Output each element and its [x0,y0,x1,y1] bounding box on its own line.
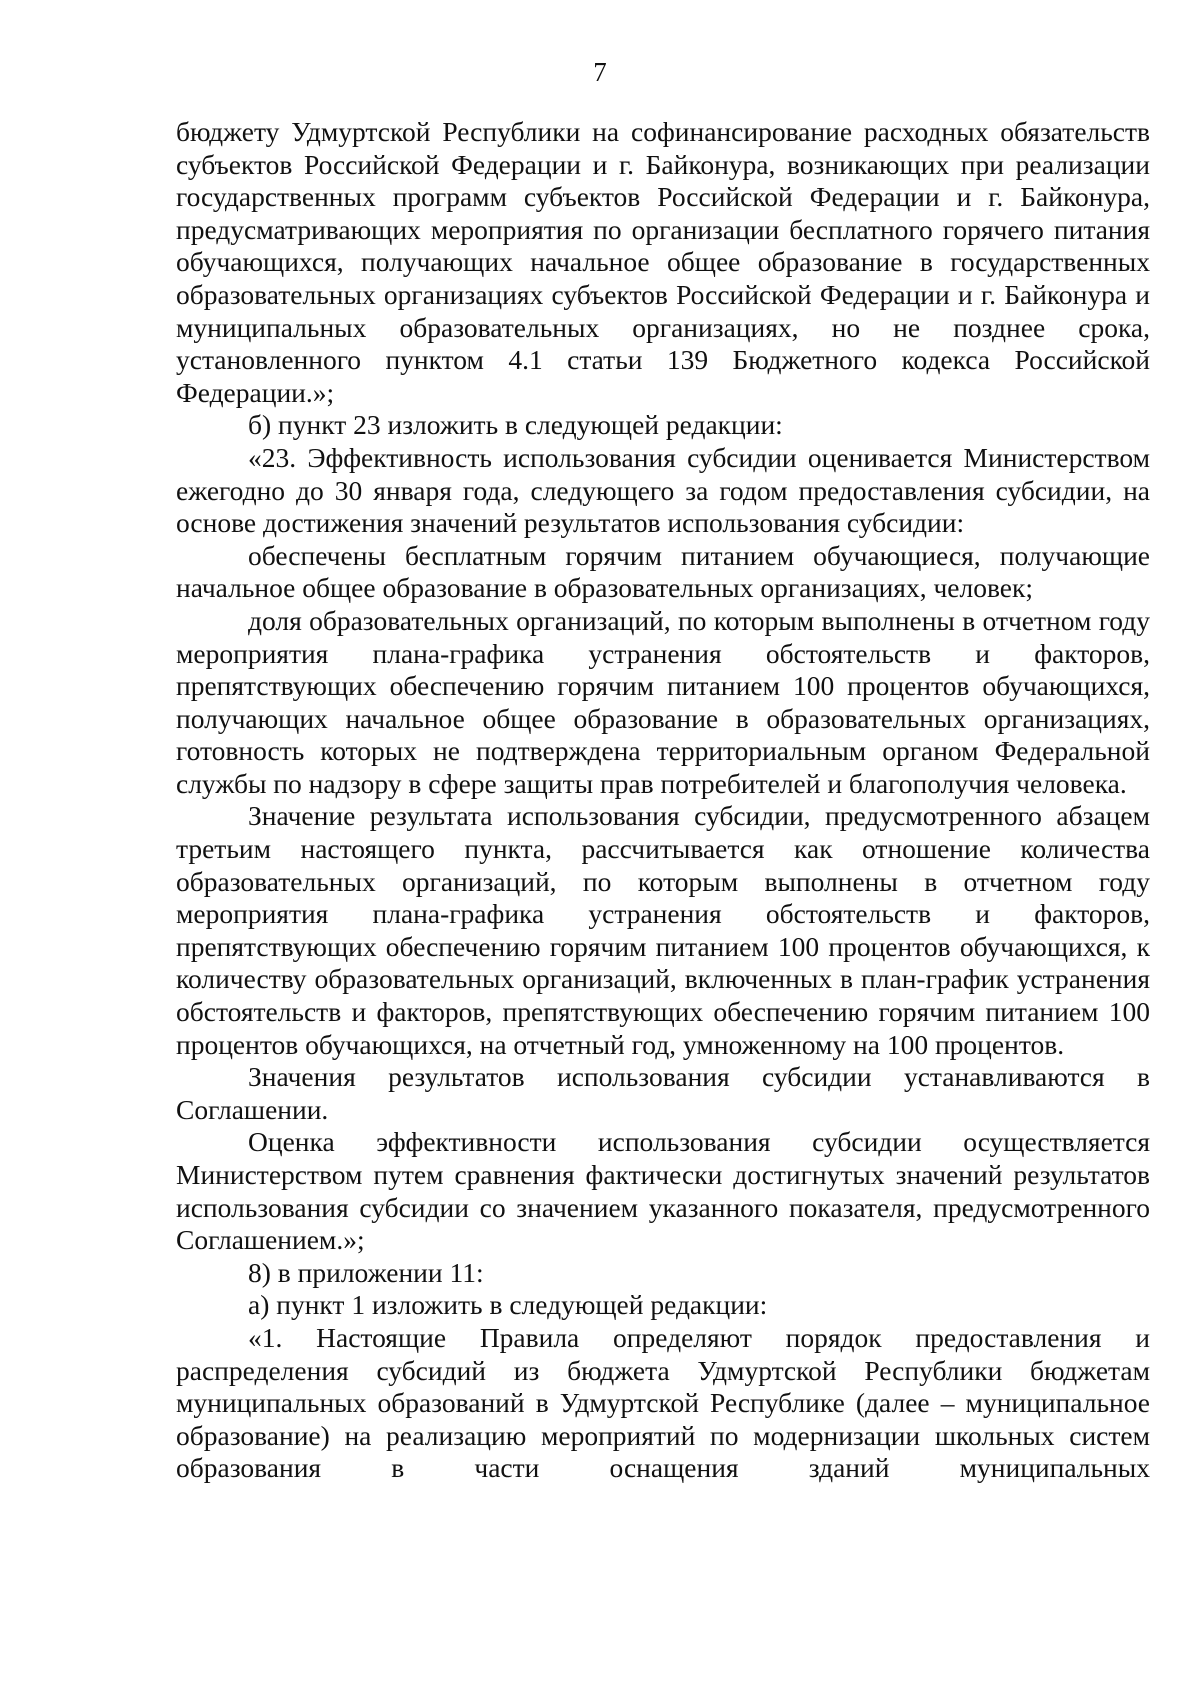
paragraph-continuation: бюджету Удмуртской Республики на софинансирование расходных обязательств субъектов Российской Федерации и г. Байконура, возникающих при реализации государственных программ субъектов Российской Федерации и г. Байконура, предусматривающих мероприятия по организации бесплатного горячего питания обучающихся, получающих начальное общее образование в государственных образовательных организациях субъектов Российской Федерации и г. Байконура и муниципальных образовательных организациях, но не позднее срока, установленного пунктом 4.1 статьи 139 Бюджетного кодекса Российской Федерации.»; [176,116,1150,408]
paragraph-result-values: Значения результатов использования субсидии устанавливаются в Соглашении. [176,1061,1150,1125]
paragraph-rules-item-1: «1. Настоящие Правила определяют порядок предоставления и распределения субсидий из бюджета Удмуртской Республики бюджетам муниципальных образований в Удмуртской Республике (далее – муниципальное образование) на реализацию мероприятий по модернизации школьных систем образования в части оснащения зданий муниципальных [176,1321,1150,1484]
document-body [176,116,1150,1485]
paragraph-subitem-a: а) пункт 1 изложить в следующей редакции: [248,1289,768,1321]
paragraph-item-23: «23. Эффективность использования субсидии оценивается Министерством ежегодно до 30 января года, следующего за годом предоставления субсидии, на основе достижения значений результатов использования субсидии: [176,441,1150,539]
page-number: 7 [593,57,607,87]
paragraph-item-8: 8) в приложении 11: [248,1256,484,1288]
paragraph-result-2: доля образовательных организаций, по которым выполнены в отчетном году мероприятия плана-графика устранения обстоятельств и факторов, препятствующих обеспечению горячим питанием 100 процентов обучающихся, получающих начальное общее образование в образовательных организациях, готовность которых не подтверждена территориальным органом Федеральной службы по надзору в сфере защиты прав потребителей и благополучия человека. [176,604,1150,799]
paragraph-result-1: обеспечены бесплатным горячим питанием обучающиеся, получающие начальное общее образование в образовательных организациях, человек; [176,539,1150,604]
paragraph-subitem-b: б) пункт 23 изложить в следующей редакции: [248,409,783,441]
paragraph-result-calculation: Значение результата использования субсидии, предусмотренного абзацем третьим настоящего пункта, рассчитывается как отношение количества образовательных организаций, по которым выполнены в отчетном году мероприятия плана-графика устранения обстоятельств и факторов, препятствующих обеспечению горячим питанием 100 процентов обучающихся, к количеству образовательных организаций, включенных в план-график устранения обстоятельств и факторов, препятствующих обеспечению горячим питанием 100 процентов обучающихся, на отчетный год, умноженному на 100 процентов. [176,800,1150,1060]
paragraph-efficiency-evaluation: Оценка эффективности использования субсидии осуществляется Министерством путем сравнения фактически достигнутых значений результатов использования субсидии со значением указанного показателя, предусмотренного Соглашением.»; [176,1126,1150,1256]
